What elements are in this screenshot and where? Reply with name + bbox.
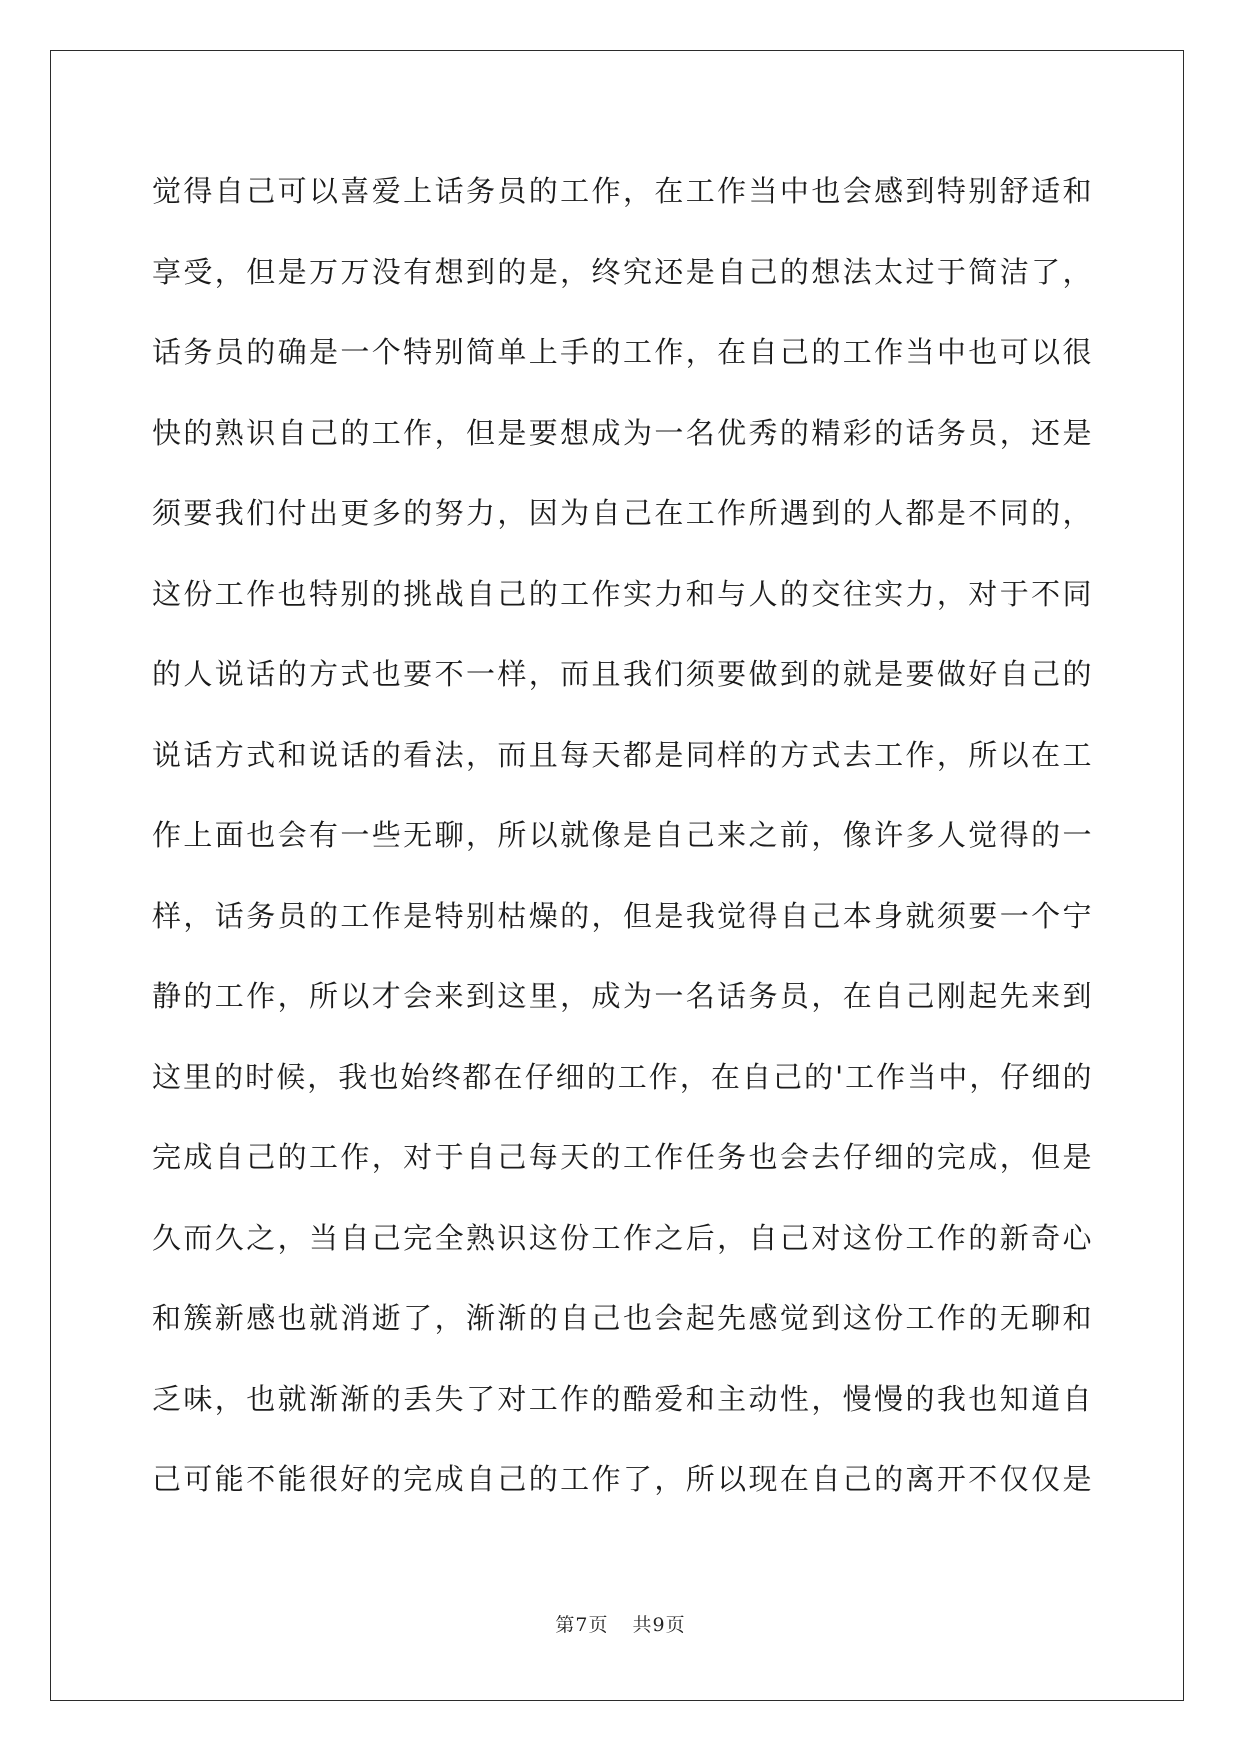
- text-line: 享受，但是万万没有想到的是，终究还是自己的想法太过于简洁了，: [152, 254, 1092, 289]
- text-line: 和簇新感也就消逝了，渐渐的自己也会起先感觉到这份工作的无聊和: [152, 1301, 1092, 1335]
- text-line: 话务员的确是一个特别简单上手的工作，在自己的工作当中也可以很: [152, 335, 1092, 369]
- text-line: 觉得自己可以喜爱上话务员的工作，在工作当中也会感到特别舒适和: [152, 174, 1092, 208]
- text-line: 这份工作也特别的挑战自己的工作实力和与人的交往实力，对于不同: [152, 576, 1092, 611]
- page-total: 共9页: [632, 1614, 686, 1636]
- text-line: 须要我们付出更多的努力，因为自己在工作所遇到的人都是不同的，: [152, 496, 1092, 530]
- text-line: 的人说话的方式也要不一样，而且我们须要做到的就是要做好自己的: [152, 657, 1092, 691]
- text-line: 完成自己的工作，对于自己每天的工作任务也会去仔细的完成，但是: [152, 1140, 1092, 1174]
- text-line: 样，话务员的工作是特别枯燥的，但是我觉得自己本身就须要一个宁: [152, 898, 1092, 933]
- text-line: 静的工作，所以才会来到这里，成为一名话务员，在自己刚起先来到: [152, 979, 1092, 1013]
- page-number: 第7页: [555, 1614, 609, 1636]
- document-body: [152, 158, 1092, 1527]
- text-line: 快的熟识自己的工作，但是要想成为一名优秀的精彩的话务员，还是: [152, 415, 1092, 450]
- text-line: 这里的时候，我也始终都在仔细的工作，在自己的'工作当中，仔细的: [152, 1059, 1092, 1094]
- text-line: 己可能不能很好的完成自己的工作了，所以现在自己的离开不仅仅是: [152, 1462, 1092, 1496]
- page-footer: [0, 1610, 1241, 1637]
- text-line: 作上面也会有一些无聊，所以就像是自己来之前，像许多人觉得的一: [152, 818, 1092, 852]
- text-line: 说话方式和说话的看法，而且每天都是同样的方式去工作，所以在工: [152, 737, 1092, 772]
- text-line: 乏味，也就渐渐的丢失了对工作的酷爱和主动性，慢慢的我也知道自: [152, 1381, 1092, 1416]
- text-line: 久而久之，当自己完全熟识这份工作之后，自己对这份工作的新奇心: [152, 1220, 1092, 1255]
